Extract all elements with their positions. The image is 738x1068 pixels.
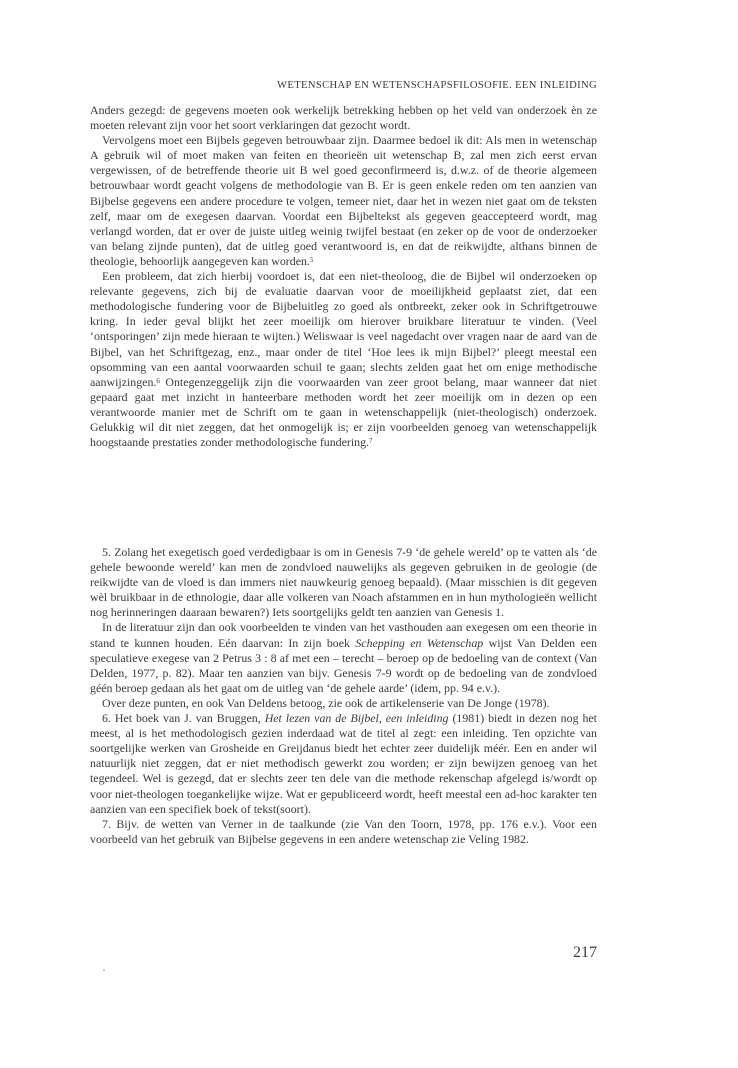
footnote-5: 5. Zolang het exegetisch goed verdedigbaar is om in Genesis 7-9 ‘de gehele wereld’ op te vatten als ‘de gehele bewoonde wereld’ kan men de zondvloed nauwelijks als gegeven gebruiken in de geologie (de reikwijdte van de vloed is dan immers niet nauwkeurig genoeg bepaald). (Maar misschien is dit gegeven wèl bruikbaar in de ethnologie, daar alle volkeren van Noach afstammen en in hun mythologieën wellicht nog herinneringen daaraan bewaren?) Iets soortgelijks geldt ten aanzien van Genesis 1. <box>90 545 597 620</box>
footnote-5-continued: In de literatuur zijn dan ook voorbeelden te vinden van het vasthouden aan exegesen om een theorie in stand te kunnen houden. Eén daarvan: In zijn boek Schepping en Wetenschap wijst Van Delden een speculatieve exegese van 2 Petrus 3 : 8 af met een – terecht – beroep op de bedoeling van de context (Van Delden, 1977, p. 82). Maar ten aanzien van bijv. Genesis 7-9 wordt op de bedoeling van de zondvloed géén beroep gedaan als het gaat om de uitleg van ‘de gehele aarde’ (idem, pp. 94 e.v.). <box>90 620 597 695</box>
footnote-ref[interactable]: 7 <box>369 437 373 446</box>
footnote-6: 6. Het boek van J. van Bruggen, Het lezen van de Bijbel, een inleiding (1981) biedt in dezen nog het meest, al is het methodologisch gezien inderdaad wat de titel al zegt: een inleiding. Ten opzichte van soortgelijke werken van Grosheide en Greijdanus biedt het echter zeer duidelijk méér. Een en ander wil natuurlijk niet zeggen, dat er niet methodisch gewerkt zou worden; er zijn bewijzen genoeg van het tegendeel. Wel is gezegd, dat er slechts zeer ten dele van die methode rekenschap afgelegd is/wordt op voor niet-theologen toegankelijke wijze. Wat er gepubliceerd wordt, heeft meestal een ad-hoc karakter ten aanzien van een specifiek boek of tekst(soort). <box>90 711 597 816</box>
footnote-5-continued: Over deze punten, en ook Van Deldens betoog, zie ook de artikelenserie van De Jonge (1978). <box>102 695 550 710</box>
footnote-7: 7. Bijv. de wetten van Verner in de taalkunde (zie Van den Toorn, 1978, pp. 176 e.v.). Voor een voorbeeld van het gebruik van Bijbelse gegevens in een andere wetenschap zie Veling 1982. <box>90 816 597 846</box>
paragraph: Anders gezegd: de gegevens moeten ook werkelijk betrekking hebben op het veld van onderzoek èn ze moeten relevant zijn voor het soort verklaringen dat gezocht wordt. <box>90 103 597 133</box>
footnotes <box>90 545 597 847</box>
running-header: WETENSCHAP EN WETENSCHAPSFILOSOFIE. EEN INLEIDING <box>277 80 597 91</box>
page-number: 217 <box>573 944 597 961</box>
main-text <box>90 103 597 450</box>
paragraph: Vervolgens moet een Bijbels gegeven betrouwbaar zijn. Daarmee bedoel ik dit: Als men in wetenschap A gebruik wil of moet maken van feiten en theorieën uit wetenschap B, zal men zich eerst ervan vergewissen, of de betreffende theorie uit B wel goed geconfirmeerd is, d.w.z. of de theorie algemeen betrouwbaar wordt geacht volgens de methodologie van B. Er is geen enkele reden om ten aanzien van Bijbelse gegevens een andere procedure te volgen, temeer niet, daar het in wezen niet gaat om de teksten zelf, maar om de exegesen daarvan. Voordat een Bijbeltekst als gegeven geaccepteerd wordt, mag verlangd worden, dat er over de juiste uitleg weinig twijfel bestaat (en zeker op de voor de onderzoeker van belang zijnde punten), dat de uitleg goed verantwoord is, en dat de reikwijdte, althans binnen de theologie, behoorlijk aangegeven kan worden.$^5$ <box>90 133 597 268</box>
footnote-ref[interactable]: 5 <box>309 255 314 264</box>
book-title: Het lezen van de Bijbel, een inleiding <box>264 711 449 726</box>
scan-speck <box>103 969 105 971</box>
footnote-ref[interactable]: 6 <box>156 376 160 385</box>
paragraph: Een probleem, dat zich hierbij voordoet is, dat een niet-theoloog, die de Bijbel wil onderzoeken op relevante gegevens, zich bij de evaluatie daarvan voor de moeilijkheid geplaatst ziet, dat een methodologische fundering voor de Bijbeluitleg zo goed als ontbreekt, zeker ook in Schriftgetrouwe kring. In ieder geval blijkt het zeer moeilijk om hierover bruikbare literatuur te vinden. (Veel ‘ontsporingen’ zijn mede hieraan te wijten.) Weliswaar is veel nagedacht over vragen naar de aard van de Bijbel, van het Schriftgezag, enz., maar onder de titel ‘Hoe lees ik mijn Bijbel?’ pleegt meestal een opsomming van een aantal voorwaarden schuil te gaan; slechts zelden gaat het om enige methodische aanwijzingen.$^6$ Ontegenzeggelijk zijn die voorwaarden van zeer groot belang, maar wanneer dat niet gepaard gaat met inzicht in hanteerbare methoden wordt het zeer moeilijk om in dezen op een verantwoorde manier met de Schrift om te gaan in wetenschappelijk (niet-theologisch) onderzoek. Gelukkig wil dit niet zeggen, dat het onmogelijk is; er zijn voorbeelden genoeg van wetenschappelijk hoogstaande prestaties zonder methodologische fundering.$^7$ <box>90 269 597 450</box>
book-title: Schepping en Wetenschap <box>355 635 484 650</box>
